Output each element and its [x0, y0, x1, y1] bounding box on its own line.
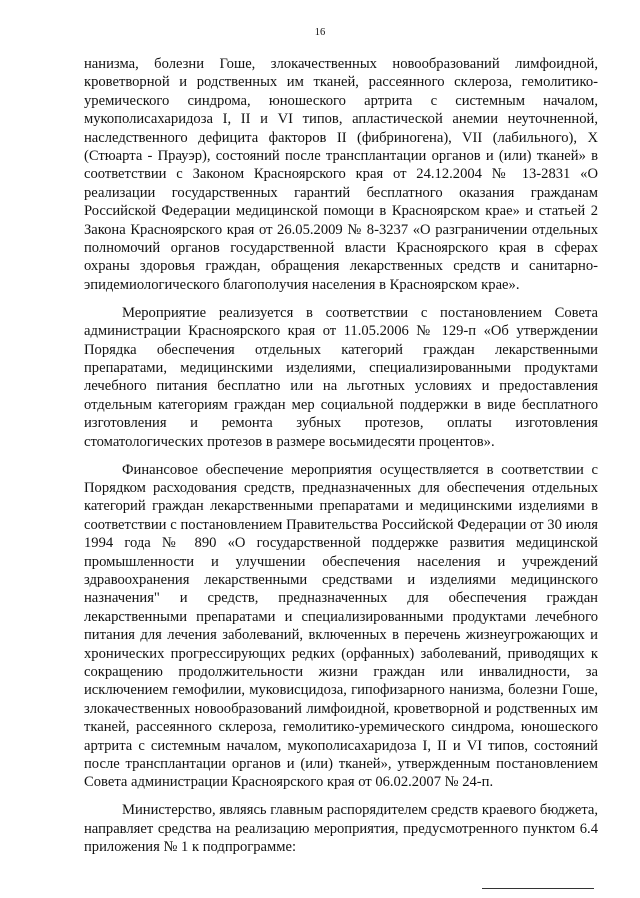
document-body — [84, 55, 598, 857]
page-number: 16 — [314, 27, 326, 38]
footer-rule — [482, 888, 594, 889]
paragraph-ministry: Министерство, являясь главным распорядителем средств краевого бюджета, направляет средства на реализацию мероприятия, предусмотренного пунктом 6.4 приложения № 1 к подпрограмме: — [84, 802, 598, 856]
paragraph-measure-basis: Мероприятие реализуется в соответствии с постановлением Совета администрации Красноярского края от 11.05.2006 № 129-п «Об утверждении Порядка обеспечения отдельных категорий граждан лекарственными препаратами, медицинскими изделиями, специализированными продуктами лечебного питания бесплатно или на льготных условиях и предоставления отдельным категориям граждан мер социальной поддержки в виде бесплатного изготовления и ремонта зубных протезов, оплаты изготовления стоматологических протезов в размере восьмидесяти процентов». — [84, 304, 598, 450]
paragraph-financing: Финансовое обеспечение мероприятия осуществляется в соответствии с Порядком расходования средств, предназначенных для обеспечения отдельных категорий граждан лекарственными препаратами и медицинскими изделиями в соответствии с постановлением Правительства Российской Федерации от 30 июля 1994 года № 890 «О государственной поддержке развития медицинской промышленности и улучшении обеспечения населения и учреждений здравоохранения лекарственными средствами и изделиями медицинского назначения" и средств, предназначенных для обеспечения граждан лекарственными препаратами и специализированными продуктами лечебного питания для лечения заболеваний, включенных в перечень жизнеугрожающих и хронических прогрессирующих редких (орфанных) заболеваний, приводящих к сокращению продолжительности жизни граждан или инвалидности, за исключением гемофилии, муковисцидоза, гипофизарного нанизма, болезни Гоше, злокачественных новообразований лимфоидной, кроветворной и родственных им тканей, рассеянного склероза, гемолитико-уремического синдрома, юношеского артрита с системным началом, мукополисахаридоза I, II и VI типов, состояний после трансплантации органов и (или) тканей», утвержденным постановлением Совета администрации Красноярского края от 06.02.2007 № 24-п. — [84, 461, 598, 791]
paragraph-continuation: нанизма, болезни Гоше, злокачественных новообразований лимфоидной, кроветворной и родственных им тканей, рассеянного склероза, гемолитико-уремического синдрома, юношеского артрита с системным началом, мукополисахаридоза I, II и VI типов, апластической анемии неуточненной, наследственного дефицита факторов II (фибриногена), VII (лабильного), X (Стюарта - Прауэр), состояний после трансплантации органов и (или) тканей» в соответствии с Законом Красноярского края от 24.12.2004 № 13-2831 «О реализации государственных гарантий бесплатного оказания гражданам Российской Федерации медицинской помощи в Красноярском крае» и статьей 2 Закона Красноярского края от 26.05.2009 № 8-3237 «О разграничении отдельных полномочий органов государственной власти Красноярского края в сферах охраны здоровья граждан, обращения лекарственных средств и санитарно-эпидемиологического благополучия населения в Красноярском крае». — [84, 56, 598, 293]
